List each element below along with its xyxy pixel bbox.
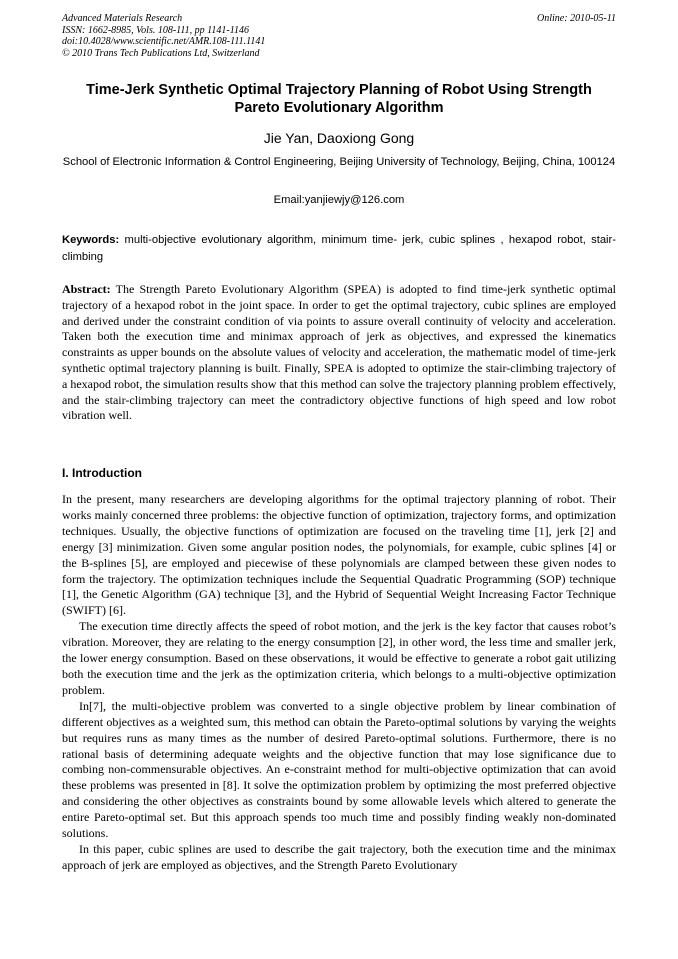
journal-header <box>62 13 616 59</box>
paragraph: The execution time directly affects the speed of robot motion, and the jerk is the key factor that causes robot’s vibration. Moreover, they are relating to the energy consumption [2], in other word, the less time and smaller jerk, the lower energy consumption. Based on these observations, it would be effective to generate a robot gait utilizing both the execution time and the jerk as the optimization criteria, which belongs to a multi-objective optimization problem. <box>62 619 616 697</box>
paragraph: In the present, many researchers are developing algorithms for the optimal trajectory planning of robot. Their works mainly concerned three problems: the objective function of optimization, trajectory forms, and optimization techniques. Usually, the objective functions of optimization are focused on the traveling time [1], jerk [2] and energy [3] minimization. Given some angular position nodes, the polynomials, for example, cubic splines [4] or the B-splines [5], are employed and piecewise of these polynomials are clamped between these given nodes to form the trajectory. The optimization techniques include the Sequential Quadratic Programming (SOP) technique [1], the Genetic Algorithm (GA) technique [3], and the Hybrid of Sequential Weight Increasing Factor Technique (SWIFT) [6]. <box>62 492 616 618</box>
paragraph: In[7], the multi-objective problem was converted to a single objective problem by linear combination of different objectives as a weighted sum, this method can obtain the Pareto-optimal solutions by varying the weights but requires runs as many times as the number of desired Pareto-optimal solutions. Furthermore, there is no rational basis of determining adequate weights and the objective function that may lose significance due to combing non-commensurable objectives. An e-constraint method for multi-objective optimization that can avoid these problems was presented in [8]. It solve the optimization problem by optimizing the most preferred objective and considering the other objectives as constraints bound by some allowable levels which altered to generate the entire Pareto-optimal set. But this approach spends too much time and possibly finding weakly non-dominated solutions. <box>62 698 616 841</box>
abstract-label: Abstract: <box>62 282 111 296</box>
issn-line: ISSN: 1662-8985, Vols. 108-111, pp 1141-1146 <box>62 24 250 36</box>
paragraph: In this paper, cubic splines are used to describe the gait trajectory, both the execution time and the minimax approach of jerk are employed as objectives, and the Strength Pareto Evolutionary <box>62 841 616 872</box>
keywords-block <box>62 232 616 266</box>
introduction-body <box>62 492 616 874</box>
abstract-text: The Strength Pareto Evolutionary Algorithm (SPEA) is adopted to find time-jerk synthetic optimal trajectory of a hexapod robot in the joint space. In order to get the optimal trajectory, cubic splines are employed and derived under the constraint condition of via points to assure overall continuity of velocity and acceleration. Taken both the execution time and minimax approach of jerk as objectives, and expressed the kinematics constraints as upper bounds on the absolute values of velocity and acceleration, the mathematic model of time-jerk synthetic optimal trajectory planning is built. Finally, SPEA is adopted to optimize the stair-climbing trajectory of a hexapod robot, the simulation results show that this method can solve the trajectory planning problem effectively, and the stair-climbing trajectory can meet the contradictory objective functions of high speed and low robot vibration well. <box>62 282 616 423</box>
keywords-text: multi-objective evolutionary algorithm, minimum time- jerk, cubic splines , hexapod robot, stair-climbing <box>62 234 616 263</box>
online-date: Online: 2010-05-11 <box>537 13 616 24</box>
journal-name: Advanced Materials Research <box>62 13 183 24</box>
author-email: Email:yanjiewjy@126.com <box>273 194 405 206</box>
paper-title: Time-Jerk Synthetic Optimal Trajectory Planning of Robot Using Strength Pareto Evolutionary Algorithm <box>86 82 592 116</box>
affiliation: School of Electronic Information & Control Engineering, Beijing University of Technology, Beijing, China, 100124 <box>62 156 616 168</box>
author-list: Jie Yan, Daoxiong Gong <box>263 130 415 146</box>
abstract-block <box>62 282 616 424</box>
section-heading-introduction: I. Introduction <box>62 466 142 480</box>
doi-line: doi:10.4028/www.scientific.net/AMR.108-111.1141 <box>62 36 266 47</box>
keywords-label: Keywords: <box>62 234 120 246</box>
copyright-line: © 2010 Trans Tech Publications Ltd, Switzerland <box>62 47 260 59</box>
